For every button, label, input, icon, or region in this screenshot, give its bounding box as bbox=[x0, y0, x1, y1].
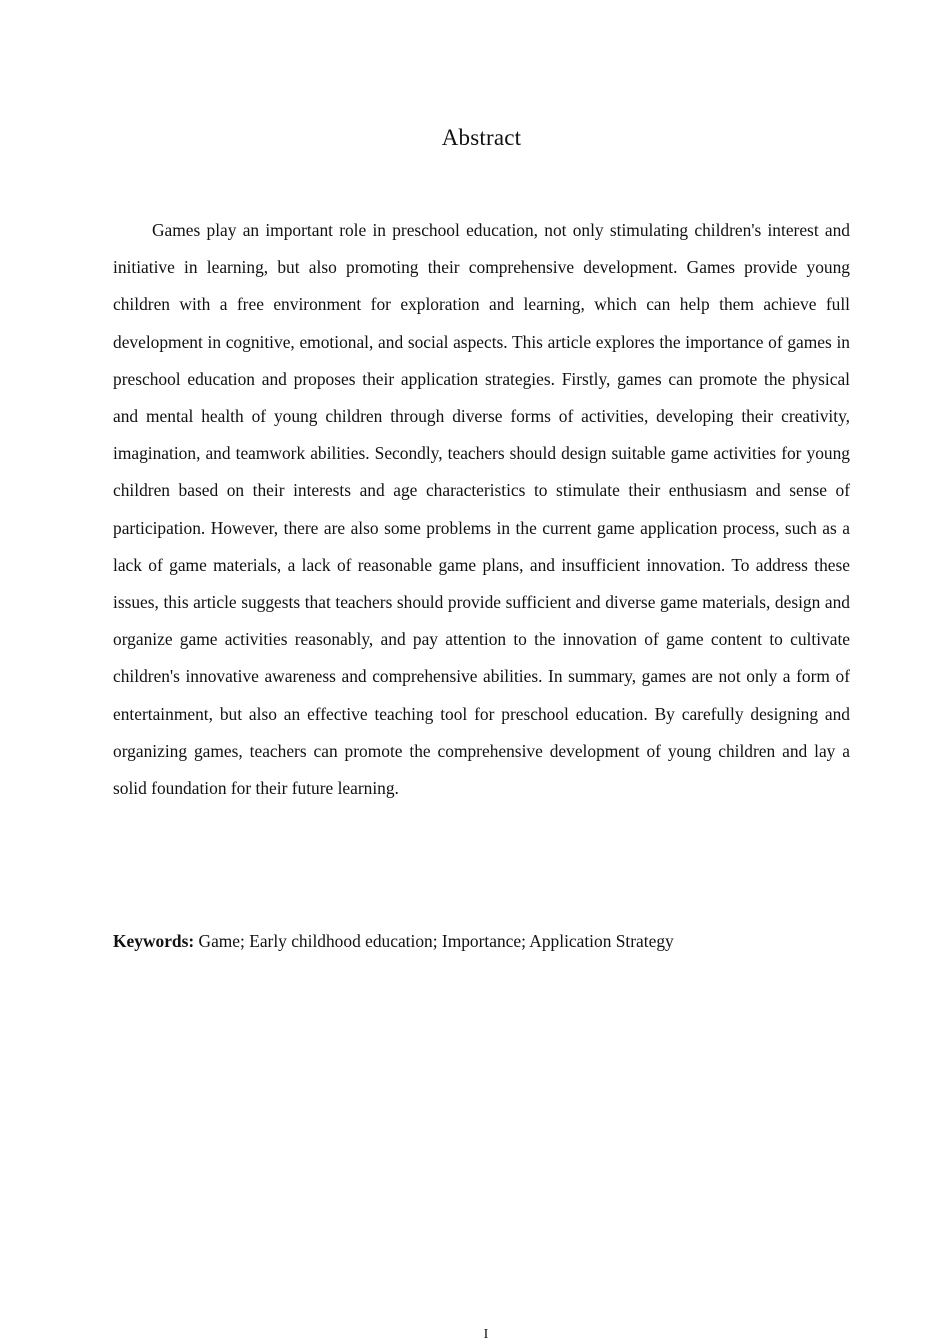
page-number: I bbox=[483, 1327, 489, 1342]
abstract-title: Abstract bbox=[441, 125, 522, 150]
abstract-paragraph bbox=[113, 212, 850, 807]
keywords-value: Game; Early childhood education; Importance; Application Strategy bbox=[194, 931, 674, 951]
abstract-text: Games play an important role in preschool education, not only stimulating children's interest and initiative in learning, but also promoting their comprehensive development. Games provide young children with a free environment for exploration and learning, which can help them achieve full development in cognitive, emotional, and social aspects. This article explores the importance of games in preschool education and proposes their application strategies. Firstly, games can promote the physical and mental health of young children through diverse forms of activities, developing their creativity, imagination, and teamwork abilities. Secondly, teachers should design suitable game activities for young children based on their interests and age characteristics to stimulate their enthusiasm and sense of participation. However, there are also some problems in the current game application process, such as a lack of game materials, a lack of reasonable game plans, and insufficient innovation. To address these issues, this article suggests that teachers should provide sufficient and diverse game materials, design and organize game activities reasonably, and pay attention to the innovation of game content to cultivate children's innovative awareness and comprehensive abilities. In summary, games are not only a form of entertainment, but also an effective teaching tool for preschool education. By carefully designing and organizing games, teachers can promote the comprehensive development of young children and lay a solid foundation for their future learning. bbox=[113, 220, 850, 799]
keywords-label: Keywords: bbox=[113, 931, 195, 951]
keywords-line bbox=[113, 928, 850, 954]
